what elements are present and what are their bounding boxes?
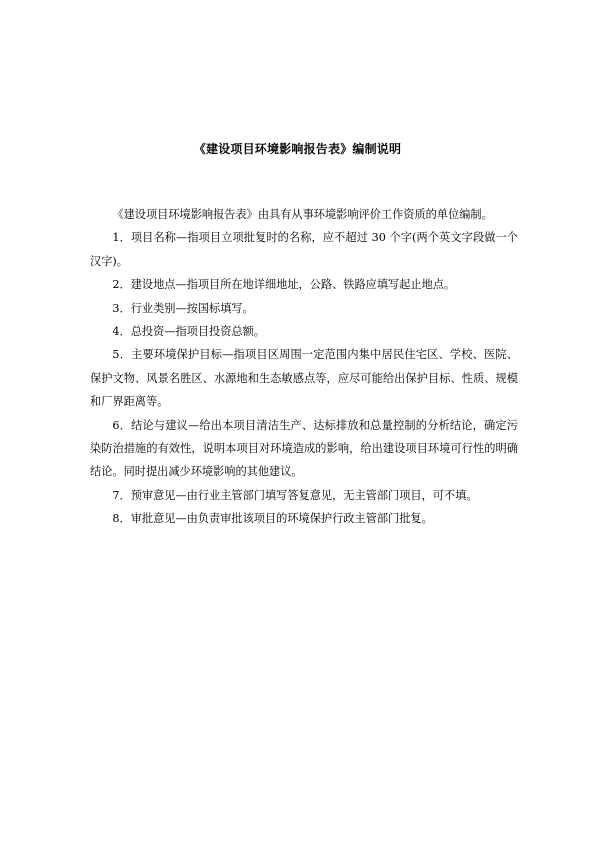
paragraph-item-3-industry: 3．行业类别—按国标填写。 [112,301,254,315]
paragraph-item-2-location: 2．建设地点—指项目所在地详细地址，公路、铁路应填写起止地点。 [112,278,456,292]
document-body [90,203,518,531]
paragraph-item-5-protection-targets: 5．主要环境保护目标—指项目区周围一定范围内集中居民住宅区、学校、医院、保护文物、风景名胜区、水源地和生态敏感点等，应尽可能给出保护目标、性质、规模和厂界距离等。 [90,348,518,409]
document-title: 《建设项目环境影响报告表》编制说明 [193,142,402,156]
paragraph-intro: 《建设项目环境影响报告表》由具有从事环境影响评价工作资质的单位编制。 [112,208,493,221]
paragraph-item-8-approval: 8．审批意见—由负责审批该项目的环境保护行政主管部门批复。 [112,512,433,526]
paragraph-item-7-pre-review: 7．预审意见—由行业主管部门填写答复意见，无主管部门项目，可不填。 [112,488,478,502]
paragraph-item-6-conclusion: 6．结论与建议—给出本项目清洁生产、达标排放和总量控制的分析结论，确定污染防治措施的有效性，说明本项目对环境造成的影响，给出建设项目环境可行性的明确结论。同时提出减少环境影响的其他建议。 [90,418,518,479]
paragraph-item-4-investment: 4．总投资—指项目投资总额。 [112,325,265,339]
paragraph-item-1-project-name: 1．项目名称—指项目立项批复时的名称，应不超过 30 个字(两个英文字段做一个汉字)。 [90,231,518,268]
